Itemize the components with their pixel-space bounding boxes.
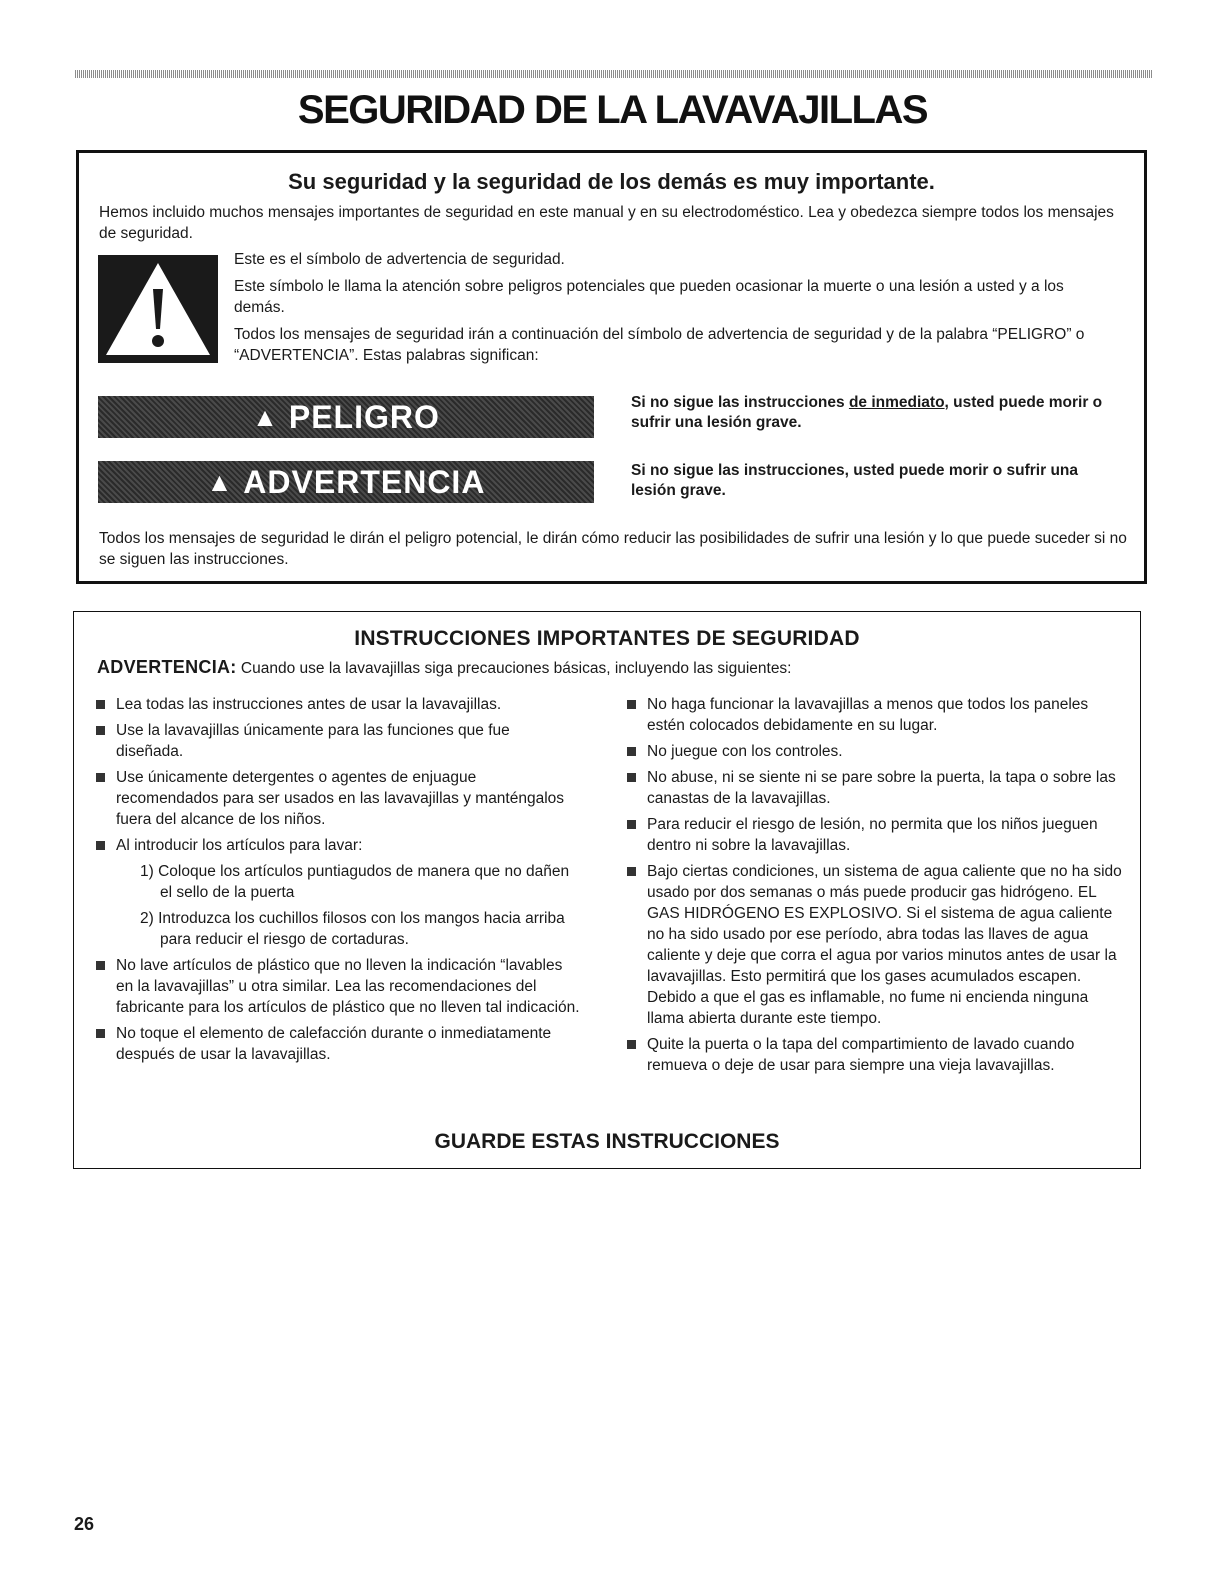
square-bullet-icon: [627, 867, 636, 876]
list-item-text: No toque el elemento de calefacción durante o inmediatamente después de usar la lavavajillas.: [116, 1025, 552, 1063]
list-item-text: Al introducir los artículos para lavar:: [116, 837, 363, 854]
symbol-line: Este símbolo le llama la atención sobre peligros potenciales que pueden ocasionar la muerte o una lesión a usted y a los demás.: [234, 278, 1064, 316]
warning-text: Cuando use la lavavajillas siga precauciones básicas, incluyendo las siguientes:: [236, 660, 792, 677]
list-item: [627, 1034, 1127, 1076]
list-item: [96, 835, 581, 856]
symbol-explanation: [234, 249, 1114, 372]
peligro-text-underlined: de inmediato: [848, 394, 945, 411]
square-bullet-icon: [627, 747, 636, 756]
list-item-text: Bajo ciertas condiciones, un sistema de agua caliente que no ha sido usado por dos semanas o más puede producir gas hidrógeno. EL GAS HIDRÓGENO ES EXPLOSIVO. Si el sistema de agua caliente no ha sido usado por ese período, abra todas las llaves de agua caliente y deje que corra el agua por varios minutos antes de usar la lavavajillas. Esto permitirá que los gases acumulados escapen. Debido a que el gas es inflamable, no fume ni encienda ninguna llama abierta durante este tiempo.: [647, 863, 1122, 1027]
list-item-text: Quite la puerta o la tapa del compartimiento de lavado cuando remueva o deje de usar para siempre una vieja lavavajillas.: [647, 1036, 1075, 1074]
peligro-description: [631, 393, 1121, 433]
square-bullet-icon: [627, 1040, 636, 1049]
instructions-heading: INSTRUCCIONES IMPORTANTES DE SEGURIDAD: [354, 627, 860, 650]
advertencia-bar: [98, 461, 594, 503]
list-item: [96, 955, 581, 1018]
list-item-text: No haga funcionar la lavavajillas a menos que todos los paneles estén colocados debidamente en su lugar.: [647, 696, 1089, 734]
save-instructions-heading: GUARDE ESTAS INSTRUCCIONES: [434, 1130, 780, 1153]
peligro-text-after: , usted puede morir o sufrir una lesión grave.: [631, 394, 1103, 431]
peligro-text-before: Si no sigue las instrucciones: [631, 394, 849, 411]
safety-box: [76, 150, 1147, 584]
list-item: [96, 720, 581, 762]
square-bullet-icon: [96, 1029, 105, 1038]
page-number: 26: [74, 1514, 95, 1534]
list-item: [627, 861, 1127, 1029]
list-item-text: Use únicamente detergentes o agentes de enjuague recomendados para ser usados en las lavavajillas y manténgalos fuera del alcance de los niños.: [116, 769, 565, 828]
list-item: [96, 1023, 581, 1065]
list-item: [627, 741, 1127, 762]
peligro-label: PELIGRO: [288, 398, 440, 435]
warning-line: [97, 657, 1117, 678]
advertencia-label: ADVERTENCIA: [243, 463, 486, 500]
sub-item: 1) Coloque los artículos puntiagudos de manera que no dañen el sello de la puerta: [140, 863, 570, 901]
square-bullet-icon: [96, 773, 105, 782]
list-item-text: Lea todas las instrucciones antes de usar la lavavajillas.: [116, 696, 502, 713]
symbol-line: Todos los mensajes de seguridad irán a continuación del símbolo de advertencia de seguridad y de la palabra “PELIGRO” o “ADVERTENCIA”. Estas palabras significan:: [234, 326, 1085, 364]
sub-item: 2) Introduzca los cuchillos filosos con los mangos hacia arriba para reducir el riesgo de cortaduras.: [140, 910, 565, 948]
list-item-text: No abuse, ni se siente ni se pare sobre la puerta, la tapa o sobre las canastas de la lavavajillas.: [647, 769, 1116, 807]
warning-triangle-icon: ▲: [252, 401, 279, 432]
list-item: [627, 694, 1127, 736]
page-title: SEGURIDAD DE LA LAVAVAJILLAS: [297, 88, 928, 132]
top-rule: [75, 70, 1153, 78]
symbol-line: Este es el símbolo de advertencia de seguridad.: [234, 251, 565, 268]
instructions-box: [73, 611, 1141, 1169]
peligro-bar: [98, 396, 594, 438]
list-item-text: Use la lavavajillas únicamente para las funciones que fue diseñada.: [116, 722, 510, 760]
square-bullet-icon: [627, 700, 636, 709]
list-item-text: No juegue con los controles.: [647, 743, 843, 760]
square-bullet-icon: [96, 700, 105, 709]
square-bullet-icon: [96, 726, 105, 735]
safety-intro: Hemos incluido muchos mensajes importantes de seguridad en este manual y en su electrodoméstico. Lea y obedezca siempre todos los mensajes de seguridad.: [99, 204, 1114, 242]
list-item: [627, 767, 1127, 809]
list-item: [96, 767, 581, 830]
safety-heading: Su seguridad y la seguridad de los demás es muy importante.: [288, 169, 935, 194]
advertencia-description: Si no sigue las instrucciones, usted puede morir o sufrir una lesión grave.: [631, 462, 1079, 499]
square-bullet-icon: [627, 773, 636, 782]
warning-triangle-icon: ▲: [206, 466, 234, 497]
right-column: [627, 694, 1127, 1081]
safety-closing: Todos los mensajes de seguridad le dirán el peligro potencial, le dirán cómo reducir las posibilidades de sufrir una lesión y lo que puede suceder si no se siguen las instrucciones.: [99, 530, 1127, 568]
list-item-text: Para reducir el riesgo de lesión, no permita que los niños jueguen dentro ni sobre la lavavajillas.: [647, 816, 1098, 854]
square-bullet-icon: [96, 841, 105, 850]
list-item-text: No lave artículos de plástico que no lleven la indicación “lavables en la lavavajillas” u otra similar. Lea las recomendaciones del fabricante para los artículos de plástico que no lleven tal indicación.: [116, 957, 580, 1016]
square-bullet-icon: [627, 820, 636, 829]
warning-triangle-icon: [98, 255, 218, 363]
square-bullet-icon: [96, 961, 105, 970]
left-column: [96, 694, 581, 1070]
list-item: [96, 694, 581, 715]
list-item: [627, 814, 1127, 856]
warning-label: ADVERTENCIA:: [97, 657, 237, 677]
